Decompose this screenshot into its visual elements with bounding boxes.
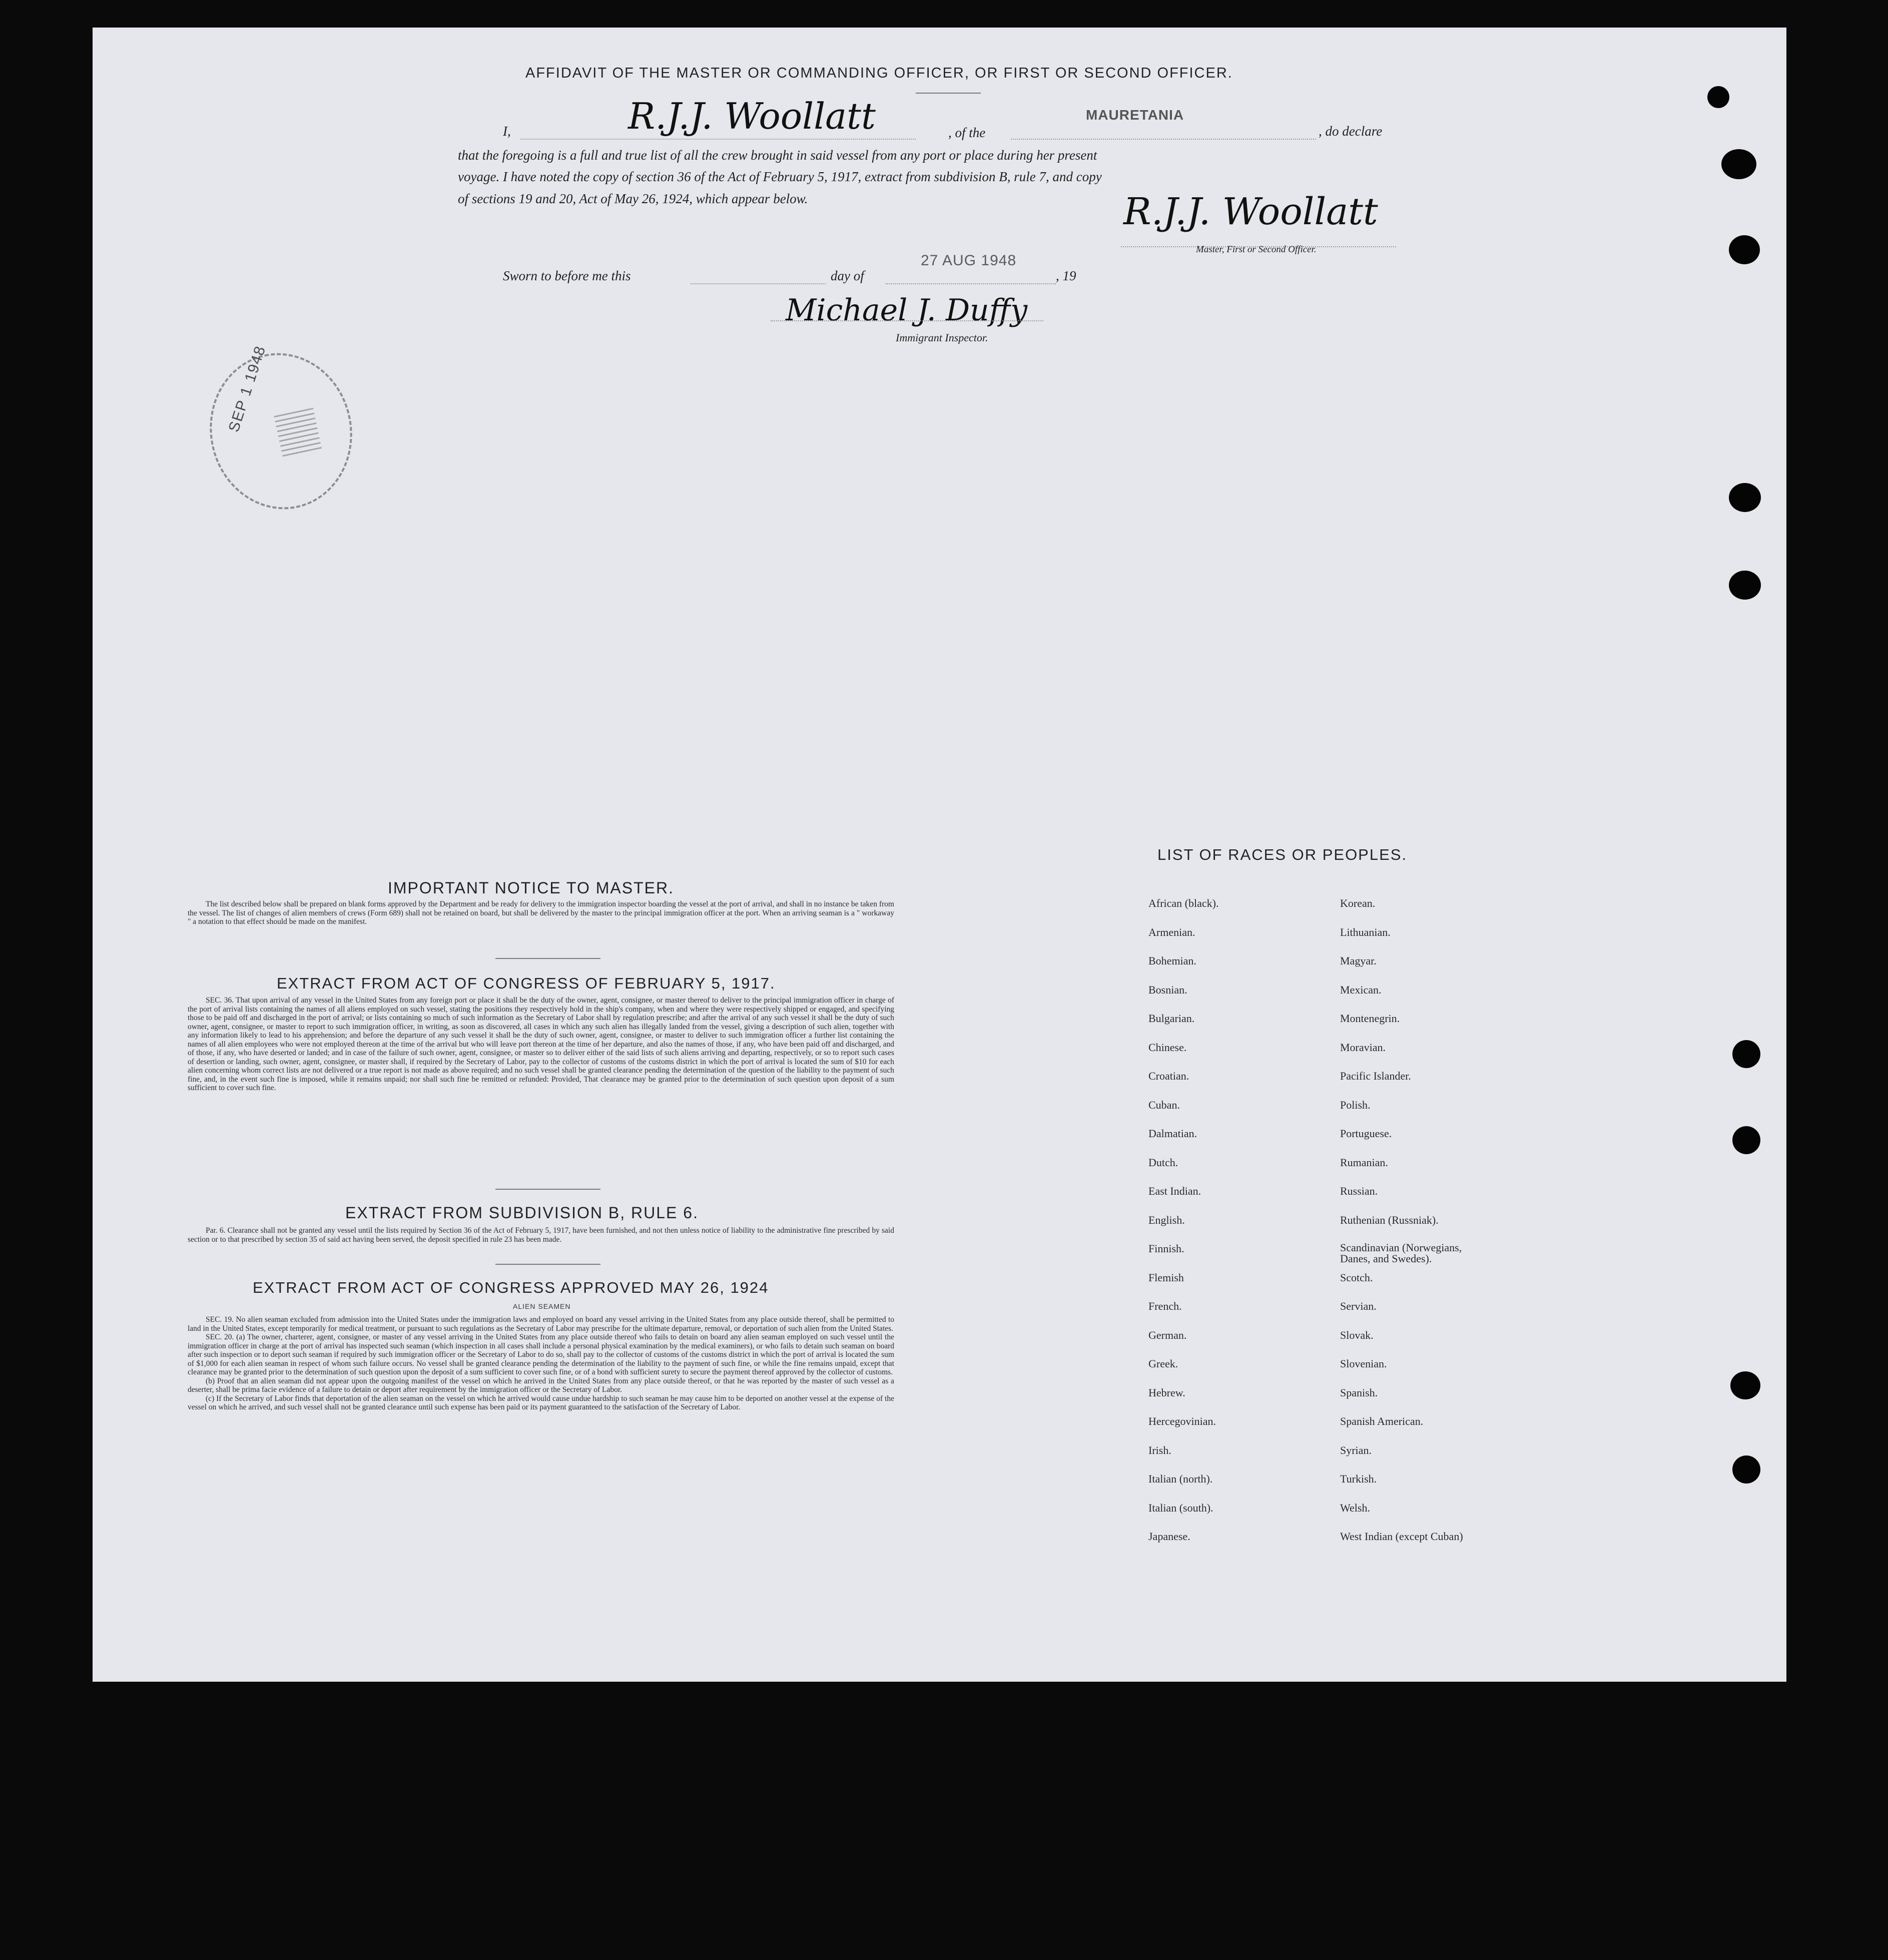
extract-1924-subtitle: ALIEN SEAMEN (513, 1302, 571, 1310)
punch-hole (1732, 1040, 1760, 1068)
race-item: African (black). (1148, 897, 1219, 909)
race-item: Hebrew. (1148, 1386, 1185, 1399)
notice-text (188, 900, 894, 926)
race-item: Syrian. (1340, 1444, 1372, 1456)
race-item: Slovenian. (1340, 1357, 1387, 1370)
race-item: German. (1148, 1329, 1187, 1341)
year-label: , 19 (1056, 268, 1076, 283)
race-item: Portuguese. (1340, 1127, 1392, 1140)
extract-1917-rule (495, 1189, 600, 1190)
extract-1917-paragraph: SEC. 36. That upon arrival of any vessel in the United States from any foreign port or place it shall be the duty of the owner, agent, consignee, or master thereof to deliver to the principal immigration officer in charge of the port of arrival lists containing the names of all aliens employed on such vessel, stating the positions they respectively hold in the ship's company, when and where they were respectively shipped or engaged, and specifying those to be paid off and discharged in the port of arrival; or lists containing so much of such information as the Secretary of Labor shall by regulation prescribe; and after the arrival of any such vessel it shall be the duty of such owner, agent, consignee, or master to report to such immigration officer, in writing, as soon as discovered, all cases in which any such alien has illegally landed from the vessel, giving a description of such alien, together with any information likely to lead to his apprehension; and before the departure of any such vessel it shall be the duty of such owner, agent, consignee, or master to deliver to such immigration officer a further list containing the names of all alien employees who were not employed thereon at the time of the arrival but who will leave port thereon at the time of her departure, and also the names of those, if any, who have been paid off and discharged, and of those, if any, who have deserted or landed; and in case of the failure of such owner, agent, consignee, or master so to deliver either of the said lists of such aliens arriving and departing, respectively, or so to report such cases of desertion or landing, such owner, agent, consignee, or master shall, if required by the Secretary of Labor, pay to the collector of customs of the customs district in which the port of arrival is located the sum of $10 for each alien concerning whom correct lists are not delivered or a true report is not made as above required; and no such vessel shall be granted clearance pending the determination of the question of the liability to the payment of such fine, and, in the event such fine is imposed, while it remains unpaid; nor shall such fine be remitted or refunded: Provided, That clearance may be granted prior to the determination of such question upon deposit of a sum sufficient to cover such fine. (188, 996, 894, 1092)
race-item: Croatian. (1148, 1070, 1189, 1082)
race-item: Turkish. (1340, 1473, 1377, 1485)
race-item: Montenegrin. (1340, 1012, 1400, 1025)
master-caption: Master, First or Second Officer. (1196, 244, 1317, 255)
vessel-name-blank (1011, 139, 1316, 140)
affidavit-of-the-label: , of the (948, 125, 986, 140)
master-signature: R.J.J. Woollatt (1123, 190, 1378, 233)
race-item: Bosnian. (1148, 984, 1187, 996)
punch-hole (1707, 86, 1729, 108)
affidavit-line2: that the foregoing is a full and true list of all the crew brought in said vessel from any port or place during her present (458, 148, 1097, 163)
sworn-label: Sworn to before me this (503, 268, 631, 283)
race-item: English. (1148, 1214, 1185, 1226)
affidavit-title-rule (916, 93, 981, 94)
race-item: Japanese. (1148, 1530, 1190, 1543)
races-title: LIST OF RACES OR PEOPLES. (1157, 846, 1408, 863)
race-item: Pacific Islander. (1340, 1070, 1411, 1082)
day-of-label: day of (831, 268, 864, 283)
extract-1924-sec20b: (b) Proof that an alien seaman did not appear upon the outgoing manifest of the vessel on which he arrived in the United States from any place outside thereof, or that he was reported by the master of such vessel as a deserter, shall be prima facie evidence of a failure to detain or deport after requirement by the immigration officer or the Secretary of Labor. (188, 1376, 894, 1394)
extract-1924-sec20a: SEC. 20. (a) The owner, charterer, agent, consignee, or master of any vessel arriving in the United States from any place outside thereof who fails to detain on board any alien seaman employed on such vessel until the immigration officer in charge at the port of arrival has inspected such seaman (which inspection in all cases shall include a personal physical examination by the medical examiners), or who fails to detain such seaman on board after such inspection or to deport such seaman if required by such immigration officer or the Secretary of Labor to do so, shall pay to the collector of customs of the customs district in which the port of arrival is located the sum of $1,000 for each alien seaman in respect of whom such failure occurs. No vessel shall be granted clearance pending the determination of the liability to the payment of such fine, or while the fine remains unpaid, except that clearance may be granted prior to the determination of such question upon the deposit of a sum sufficient to cover such fine, or of a bond with sufficient surety to secure the payment thereof approved by the collector of customs. (188, 1333, 894, 1376)
race-item: Dutch. (1148, 1156, 1178, 1169)
race-item: Mexican. (1340, 984, 1382, 996)
race-item: Slovak. (1340, 1329, 1374, 1341)
notice-title: IMPORTANT NOTICE TO MASTER. (388, 879, 674, 897)
race-item: Ruthenian (Russniak). (1340, 1214, 1439, 1226)
race-item: Irish. (1148, 1444, 1171, 1456)
punch-hole (1730, 1371, 1760, 1399)
race-item: Spanish American. (1340, 1415, 1424, 1427)
extract-1917-title: EXTRACT FROM ACT OF CONGRESS OF FEBRUARY 5, 1917. (277, 974, 776, 992)
inspector-caption: Immigrant Inspector. (896, 331, 988, 344)
punch-hole (1729, 571, 1761, 600)
punch-hole (1721, 149, 1756, 179)
race-item: Finnish. (1148, 1242, 1184, 1255)
race-item: East Indian. (1148, 1185, 1201, 1197)
extract-1924-sec20c: (c) If the Secretary of Labor finds that deportation of the alien seaman on the vessel on which he arrived would cause undue hardship to such seaman he may cause him to be deported on another vessel at the expense of the vessel on which he arrived, and such vessel shall not be granted clearance until such expense has been paid or its payment guaranteed to the satisfaction of the Secretary of Labor. (188, 1394, 894, 1411)
punch-hole (1729, 235, 1760, 264)
race-item: Polish. (1340, 1099, 1371, 1111)
vessel-name: MAURETANIA (1086, 107, 1184, 123)
extract-1917-text (188, 996, 894, 1093)
inspector-signature-line (771, 320, 1043, 321)
subdivision-rule (495, 1264, 600, 1265)
extract-1924-sec19: SEC. 19. No alien seaman excluded from admission into the United States under the immigration laws and employed on board any vessel arriving in the United States from any place outside thereof, shall be permitted to land in the United States, except temporarily for medical treatment, or pursuant to such regulations as the Secretary of Labor may prescribe for the ultimate departure, removal, or deportation of such alien from the United States. (188, 1315, 894, 1333)
date-stamp: 27 AUG 1948 (921, 252, 1017, 269)
race-item: Italian (north). (1148, 1473, 1213, 1485)
subdivision-text (188, 1226, 894, 1244)
master-name-blank (520, 139, 916, 140)
race-item: Scandinavian (Norwegians, Danes, and Swedes). (1340, 1241, 1462, 1265)
race-item: Italian (south). (1148, 1502, 1213, 1514)
race-item: Welsh. (1340, 1502, 1370, 1514)
master-name-signature: R.J.J. Woollatt (628, 95, 876, 137)
race-item: Hercegovinian. (1148, 1415, 1216, 1427)
sworn-day-blank (691, 283, 826, 284)
race-item: Moravian. (1340, 1041, 1386, 1054)
race-item: Russian. (1340, 1185, 1378, 1197)
race-item: Rumanian. (1340, 1156, 1388, 1169)
punch-hole (1729, 483, 1761, 512)
race-item: Magyar. (1340, 954, 1377, 967)
extract-1924-text (188, 1315, 894, 1412)
affidavit-line4: of sections 19 and 20, Act of May 26, 1924, which appear below. (458, 191, 808, 206)
race-item: Scotch. (1340, 1271, 1373, 1284)
race-item: Servian. (1340, 1300, 1377, 1312)
stamp-date: SEP 1 1948 (225, 343, 269, 434)
affidavit-line3: voyage. I have noted the copy of section 36 of the Act of February 5, 1917, extract from subdivision B, rule 7, and copy (458, 169, 1102, 184)
punch-hole (1732, 1455, 1760, 1484)
race-item: Greek. (1148, 1357, 1178, 1370)
affidavit-declare-label: , do declare (1319, 124, 1383, 139)
race-item: Armenian. (1148, 926, 1195, 938)
race-item: Bohemian. (1148, 954, 1196, 967)
subdivision-title: EXTRACT FROM SUBDIVISION B, RULE 6. (345, 1204, 699, 1222)
race-item: Flemish (1148, 1271, 1184, 1284)
race-item: French. (1148, 1300, 1182, 1312)
race-item: Chinese. (1148, 1041, 1187, 1054)
race-item: Spanish. (1340, 1386, 1378, 1399)
sworn-month-blank (886, 283, 1056, 284)
form-page (93, 28, 1786, 1682)
race-item: Cuban. (1148, 1099, 1180, 1111)
subdivision-paragraph: Par. 6. Clearance shall not be granted any vessel until the lists required by Section 36 of the Act of February 5, 1917, have been furnished, and not then unless notice of liability to the administrative fine prescribed by said section or to that prescribed by section 35 of said act having been served, the deposit specified in rule 23 has been made. (188, 1226, 894, 1244)
affidavit-i-label: I, (503, 124, 511, 139)
inspector-signature: Michael J. Duffy (786, 293, 1028, 328)
affidavit-title: AFFIDAVIT OF THE MASTER OR COMMANDING OFFICER, OR FIRST OR SECOND OFFICER. (525, 65, 1233, 81)
notice-rule (495, 958, 600, 959)
punch-hole (1732, 1126, 1760, 1154)
race-item: Lithuanian. (1340, 926, 1391, 938)
notice-paragraph: The list described below shall be prepared on blank forms approved by the Department and be ready for delivery to the immigration inspector boarding the vessel at the port of arrival, and shall in no instance be taken from the vessel. The list of changes of alien members of crews (Form 689) shall not be retained on board, but shall be delivered by the master to the principal immigration officer at the port. When an arriving seaman is a " workaway " a notation to that effect should be made on the manifest. (188, 900, 894, 926)
race-item: Korean. (1340, 897, 1376, 909)
race-item: Dalmatian. (1148, 1127, 1197, 1140)
race-item: West Indian (except Cuban) (1340, 1530, 1463, 1543)
race-item: Bulgarian. (1148, 1012, 1195, 1025)
stamp-inner-text-block (274, 408, 322, 460)
extract-1924-title: EXTRACT FROM ACT OF CONGRESS APPROVED MAY 26, 1924 (253, 1279, 769, 1296)
